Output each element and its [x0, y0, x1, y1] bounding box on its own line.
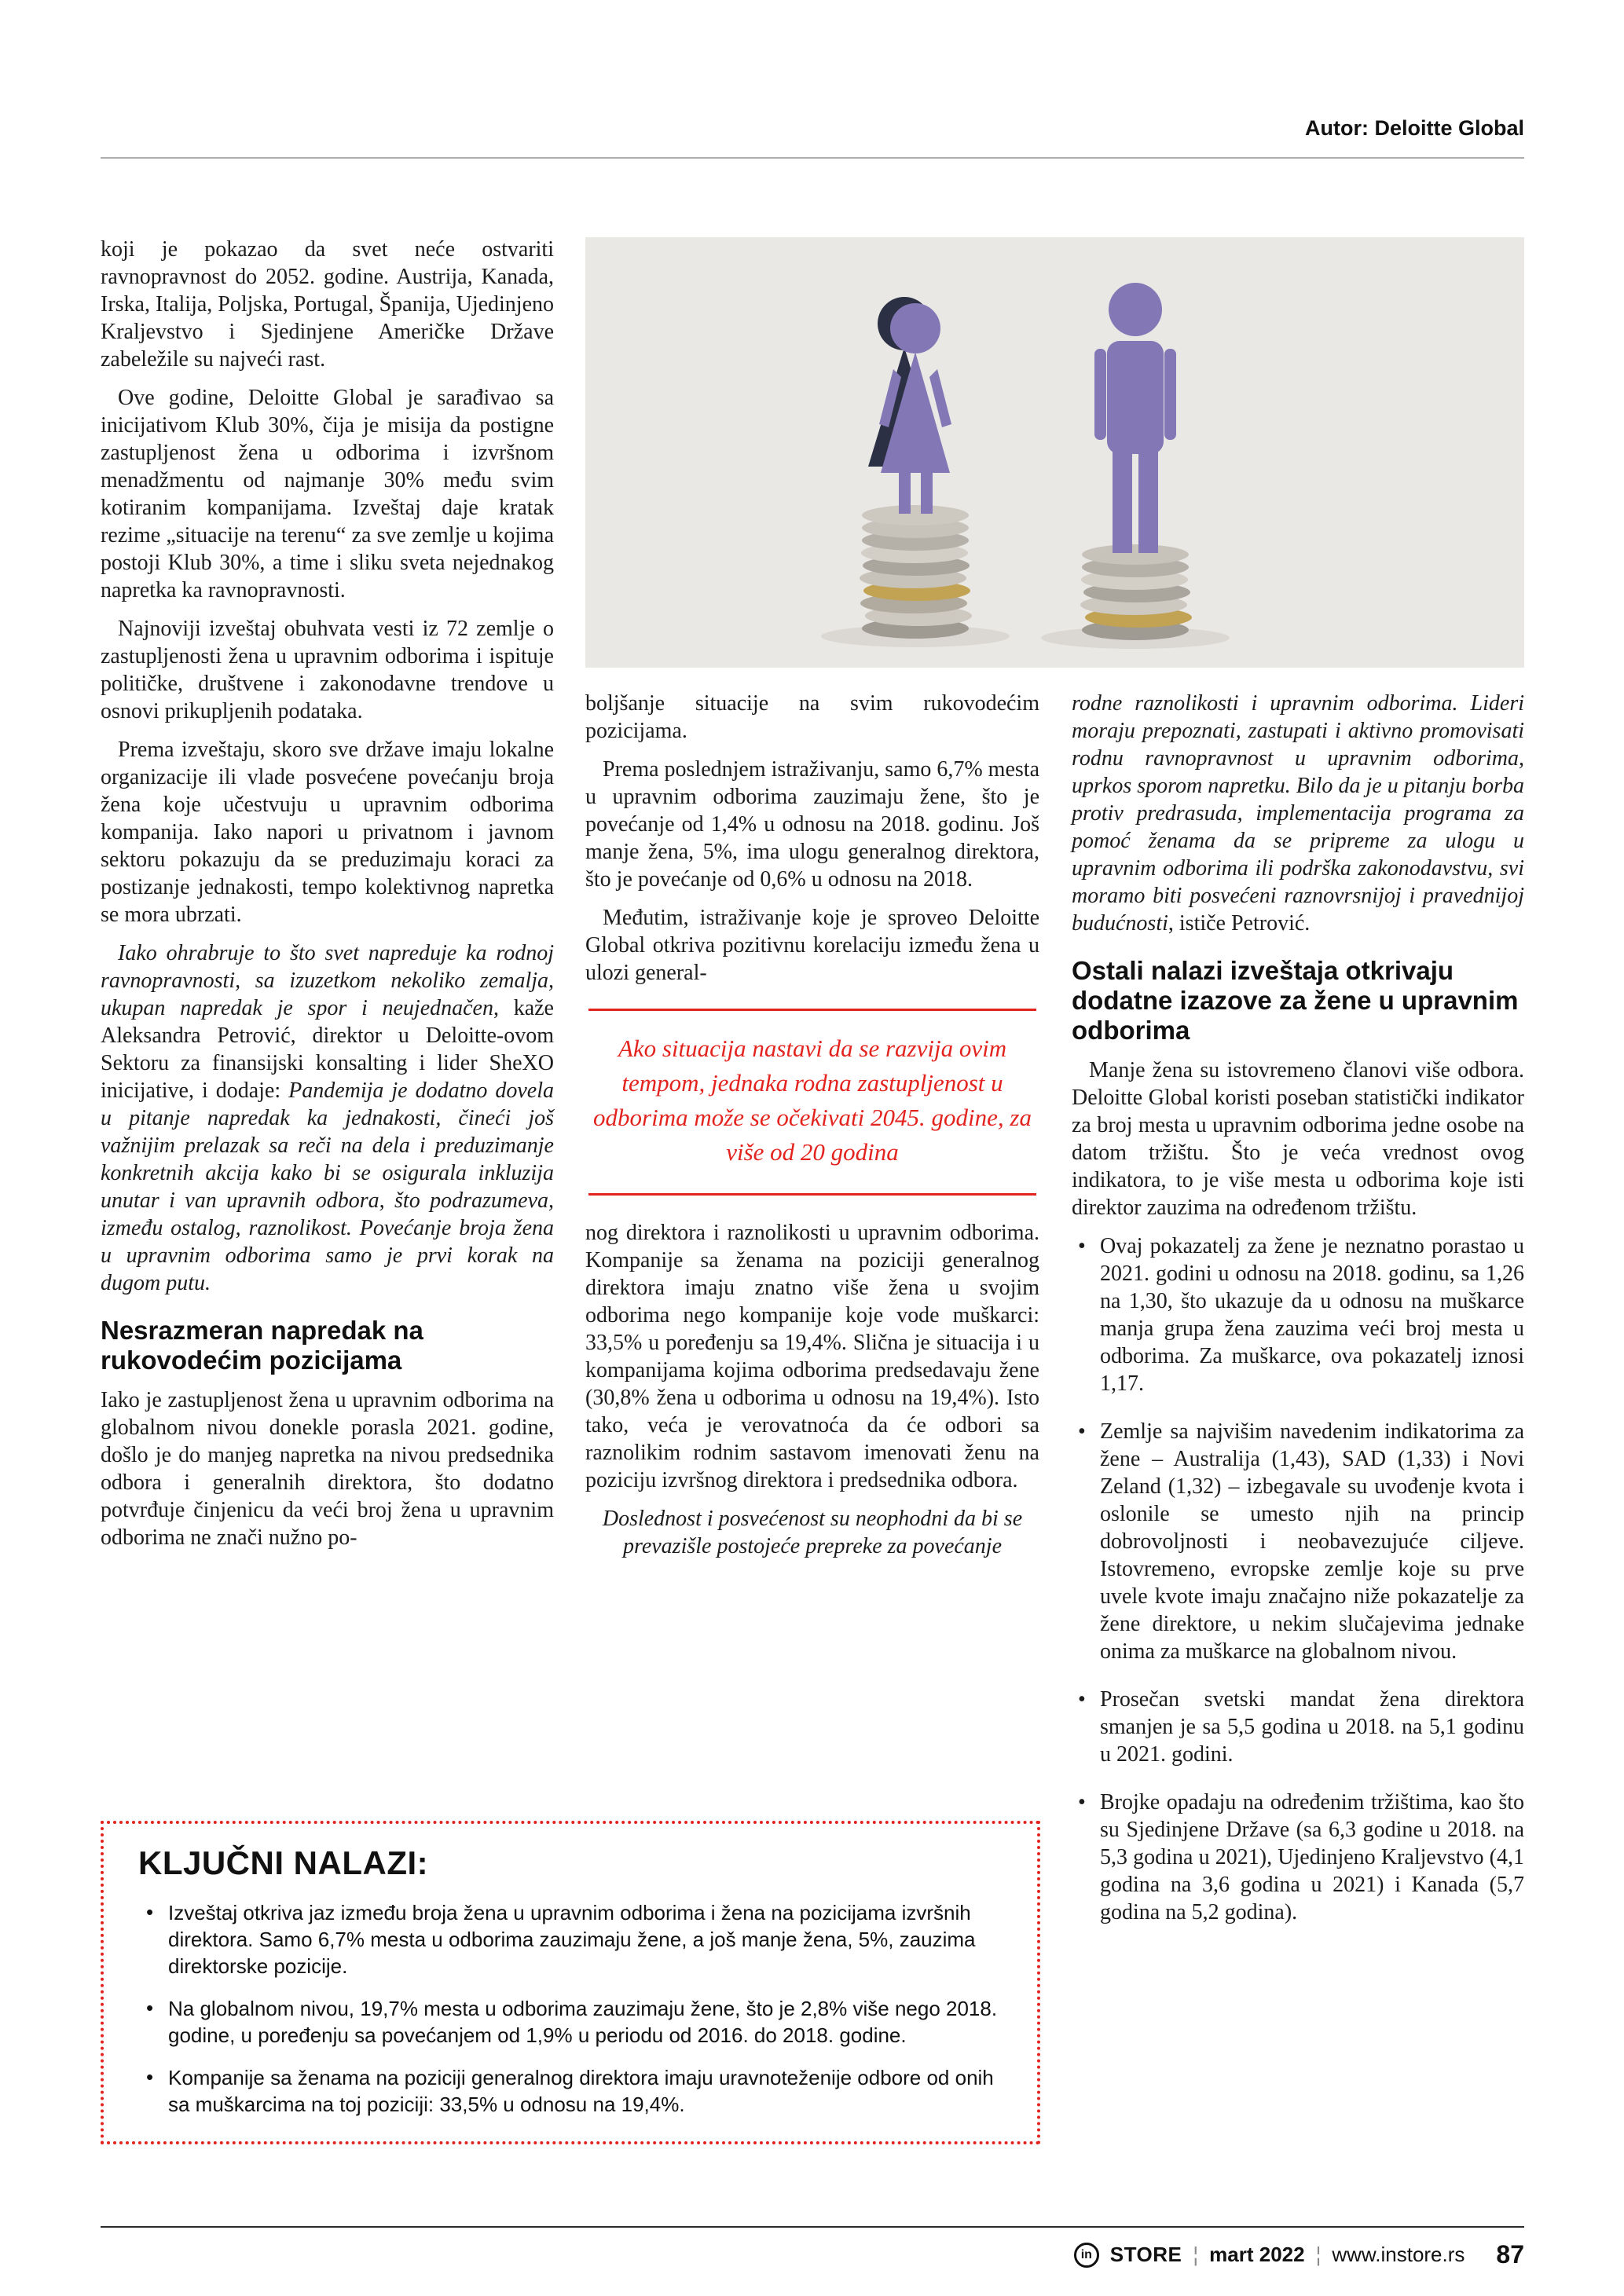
key-findings-title: KLJUČNI NALAZI:	[138, 1844, 429, 1881]
quote-paragraph	[101, 939, 554, 1297]
paragraph: boljšanje situacije na svim rukovodećim pozicijama.	[585, 691, 1039, 743]
quote-text: Pandemija je dodatno dovela u pitanje napredak ka jednakosti, čineći još važnijim prelazak sa reči na dela i preduzimanje konkretnih akcija kako bi se osigurala inkluzija unutar i van upravnih odbora, što podrazumeva, između ostalog, raznolikost. Povećanje broja žena u upravnim odborima samo je prvi korak na dugom putu.	[101, 1078, 554, 1295]
quote-text: rodne raznolikosti i upravnim odborima. Lideri moraju prepoznati, zastupati i aktivno promovisati rodnu ravnopravnost u upravnim odborima, uprkos sporom napretku. Bilo da je u pitanju borba protiv predrasuda, implementacija programa za pomoć ženama da se pripreme za ulogu u upravnim odborima ili podrška zakonodavstvu, svi moramo biti posvećeni raznovrsnijoj i pravednijoj budućnosti	[1072, 691, 1524, 936]
column-left	[101, 236, 554, 1562]
paragraph: Iako je zastupljenost žena u upravnim odborima na globalnom nivou donekle porasla 2021. godine, došlo je do manjeg napretka na nivou predsednika odbora i generalnih direktora, što dodatno potvrđuje činjenicu da veći broj žena u upravnim odborima ne znači nužno po-	[101, 1388, 554, 1550]
header-divider	[101, 157, 1524, 159]
article-photo	[585, 237, 1524, 668]
quote-attribution: , ističe Petrović.	[1168, 911, 1311, 936]
list-item: • Na globalnom nivou, 19,7% mesta u odborima zauzimaju žene, što je 2,8% više nego 2018. godine, u poređenju sa povećanjem od 1,9% u periodu od 2016. do 2018. godine.	[138, 1995, 1003, 2049]
footer-issue-date: mart 2022	[1209, 2243, 1305, 2266]
quote-attribution: , kaže Aleksandra Petrović, direktor u Deloitte-ovom Sektoru za finansijski konsalting i lider SheXO inicijative, i dodaje:	[101, 996, 554, 1103]
coin-stack-left	[860, 505, 972, 639]
page-number: 87	[1496, 2240, 1524, 2269]
pull-quote: Ako situacija nastavi da se razvija ovim tempom, jednaka rodna zastupljenost u odborima može se očekivati 2045. godine, za više od 20 godina	[588, 1009, 1036, 1196]
list-item: • Ovaj pokazatelj za žene je neznatno porastao u 2021. godini u odnosu na 2018. godinu, sa 1,26 na 1,30, što ukazuje da u odnosu na muškarce manja grupa žena zauzima veći broj mesta u odborima. Za muškarce, ova pokazatelj iznosi 1,17.	[1072, 1232, 1524, 1397]
paragraph: Ove godine, Deloitte Global je sarađivao sa inicijativom Klub 30%, čija je misija da postigne zastupljenost žena u odborima i izvršnom menadžmentu od najmanje 30% među svim kotiranim kompanijama. Izveštaj daje kratak rezime „situacije na terenu“ za sve zemlje u kojima postoji Klub 30%, a time i sliku sveta nejednakog napretka ka ravnopravnosti.	[101, 386, 554, 602]
footer-divider	[101, 2226, 1524, 2228]
footer-brand: STORE	[1109, 2243, 1182, 2266]
findings-bullet-list	[1072, 1232, 1524, 1926]
list-item: • Brojke opadaju na određenim tržištima, kao što su Sjedinjene Države (sa 6,3 godine u 2018. na 5,3 godina u 2021), Ujedinjeno Kraljevstvo (4,1 godina na 3,6 godina u 2021) i Kanada (5,7 godina na 5,2 godina).	[1072, 1789, 1524, 1926]
column-right	[1072, 690, 1524, 1946]
column-middle	[585, 690, 1039, 1571]
paragraph: Manje žena su istovremeno članovi više odbora. Deloitte Global koristi poseban statistički indikator za broj mesta u upravnim odborima jedne osobe na datom tržištu. Što je veća vrednost ovog indikatora, to je više mesta u odborima koje isti direktor zauzima na određenom tržištu.	[1072, 1058, 1524, 1220]
footer-separator: ¦	[1315, 2243, 1322, 2266]
list-item: • Prosečan svetski mandat žena direktora smanjen je sa 5,5 godina u 2018. na 5,1 godinu u 2021. godini.	[1072, 1686, 1524, 1768]
paragraph: Međutim, istraživanje koje je sproveo Deloitte Global otkriva pozitivnu korelaciju između žena u ulozi general-	[585, 906, 1039, 985]
list-item: • Izveštaj otkriva jaz između broja žena u upravnim odborima i žena na pozicijama izvršnih direktora. Samo 6,7% mesta u odborima zauzimaju žene, a još manje žena, 5%, zauzima direktorske pozicije.	[138, 1899, 1003, 1979]
footer-url[interactable]: www.instore.rs	[1332, 2243, 1465, 2266]
paragraph: koji je pokazao da svet neće ostvariti ravnopravnost do 2052. godine. Austrija, Kanada, Irska, Italija, Poljska, Portugal, Španija, Ujedinjeno Kraljevstvo i Sjedinjene Američke Države zabeležile su najveći rast.	[101, 237, 555, 372]
instore-logo-icon: in	[1074, 2243, 1099, 2268]
paragraph: nog direktora i raznolikosti u upravnim odborima. Kompanije sa ženama na poziciji generalnog direktora imaju znatno više žena u svojim odborima nego kompanije koje vode muškarci: 33,5% u poređenju sa 19,4%. Slična je situacija i u kompanijama kojima odborima predsedavaju žene (30,8% žena u odborima u odnosu na 19,4%). Isto tako, veća je verovatnoća da će odbori sa raznolikim rodnim sastavom imenovati ženu na poziciju izvršnog direktora i predsednika odbora.	[585, 1221, 1039, 1492]
coin-stack-right	[1080, 544, 1192, 640]
article-content	[101, 236, 1524, 2199]
section-heading-uneven-progress: Nesrazmeran napredak na rukovodećim pozicijama	[101, 1316, 423, 1375]
quote-paragraph	[1072, 690, 1524, 937]
footer	[1074, 2240, 1524, 2269]
section-heading-other-findings: Ostali nalazi izveštaja otkrivaju dodatne izazove za žene u upravnim odborima	[1072, 956, 1519, 1045]
footer-separator: ¦	[1193, 2243, 1199, 2266]
list-item: • Zemlje sa najvišim navedenim indikatorima za žene – Australija (1,43), SAD (1,33) i Novi Zeland (1,32) – izbegavale su uvođenje kvota i oslonile se umesto njih na princip dobrovoljnosti i neobavezujuće ciljeve. Istovremeno, evropske zemlje koje su prve uvele kvote imaju značajno niže pokazatelje za žene direktore, u nekim slučajevima jednake onima za muškarce na globalnom nivou.	[1072, 1418, 1524, 1665]
key-findings-list	[138, 1899, 1003, 2118]
paragraph: Najnoviji izveštaj obuhvata vesti iz 72 zemlje o zastupljenosti žena u upravnim odborima i ispituje političke, društvene i zakonodavne trendove u osnovi prikupljenih podataka.	[101, 617, 554, 723]
list-item: • Kompanije sa ženama na poziciji generalnog direktora imaju uravnoteženije odbore od onih sa muškarcima na toj poziciji: 33,5% u odnosu na 19,4%.	[138, 2064, 1003, 2118]
paragraph: Prema poslednjem istraživanju, samo 6,7% mesta u upravnim odborima zauzimaju žene, što je povećanje od 1,4% u odnosu na 2018. godinu. Još manje žena, 5%, ima ulogu generalnog direktora, što je povećanje od 0,6% u odnosu na 2018.	[585, 757, 1039, 892]
paragraph: Prema izveštaju, skoro sve države imaju lokalne organizacije ili vlade posvećene povećanju broja žena koje učestvuju u upravnim odborima kompanija. Iako napori u privatnom i javnom sektoru pokazuju da se preduzimaju koraci za postizanje jednakosti, tempo kolektivnog napretka se mora ubrzati.	[101, 738, 554, 927]
transition-quote: Doslednost i posvećenost su neophodni da bi se prevazišle postojeće prepreke za povećanje	[602, 1507, 1023, 1558]
gender-figures-on-coins-illustration	[585, 237, 1524, 668]
author-credit: Autor: Deloitte Global	[1305, 116, 1524, 140]
quote-text: Iako ohrabruje to što svet napreduje ka rodnoj ravnopravnosti, sa izuzetkom nekoliko zemalja, ukupan napredak je spor i neujednačen	[101, 941, 554, 1020]
key-findings-box	[101, 1821, 1040, 2144]
